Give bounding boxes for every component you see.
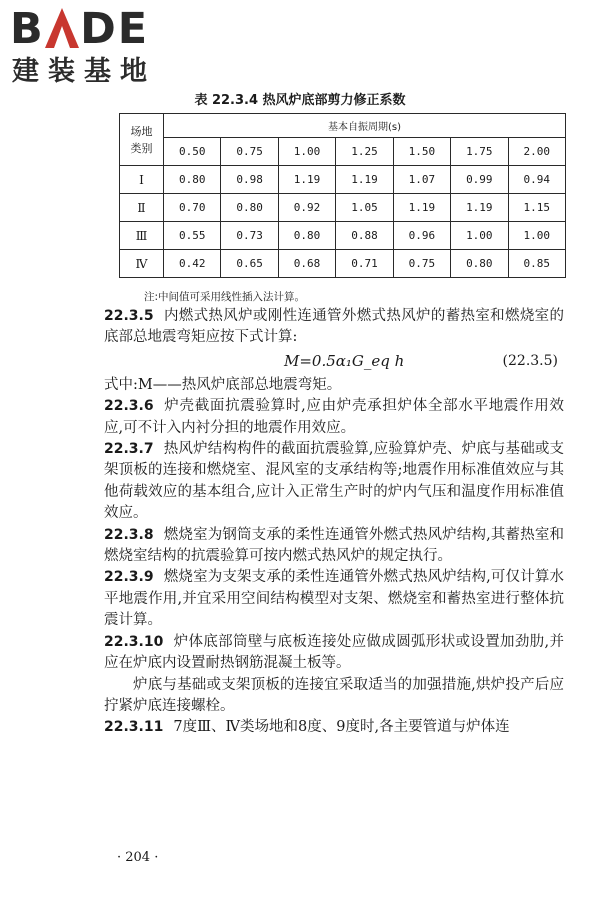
table-title: 表 22.3.4 热风炉底部剪力修正系数 [194, 93, 406, 108]
table-row [120, 166, 566, 194]
table-cell: 1.15 [508, 194, 565, 222]
period-cell: 1.25 [336, 138, 393, 166]
table-cell: 0.80 [278, 222, 335, 250]
logo-a-glyph [45, 4, 80, 54]
section-number: 22.3.7 [104, 441, 154, 458]
table-cell: 1.19 [393, 194, 450, 222]
section-22-3-10: 22.3.10 炉体底部筒壁与底板连接处应做成圆弧形状或设置加劲肋,并应在炉底内设置耐热钢筋混凝土板等。 [104, 633, 564, 672]
table-cell: 0.80 [164, 166, 221, 194]
table-cell: 0.68 [278, 250, 335, 278]
section-22-3-6: 22.3.6 炉壳截面抗震验算时,应由炉壳承担炉体全部水平地震作用效应,可不计入内衬分担的地震作用效应。 [104, 398, 564, 436]
table-cell: 1.00 [508, 222, 565, 250]
table-cell: 1.19 [451, 194, 508, 222]
section-22-3-8: 22.3.8 燃烧室为钢筒支承的柔性连通管外燃式热风炉结构,其蓄热室和燃烧室结构的抗震验算可按内燃式热风炉的规定执行。 [104, 526, 564, 565]
table-cell: 0.99 [451, 166, 508, 194]
section-22-3-11: 22.3.11 7度Ⅲ、Ⅳ类场地和8度、9度时,各主要管道与炉体连 [104, 719, 510, 736]
table-note: 注:中间值可采用线性插入法计算。 [144, 291, 306, 303]
table-cell: 0.71 [336, 250, 393, 278]
section-22-3-10-para2: 炉底与基础或支架顶板的连接宜采取适当的加强措施,烘炉投产后应拧紧炉底连接螺栓。 [104, 676, 564, 714]
table-row [120, 222, 566, 250]
formula-where: 式中:M——热风炉底部总地震弯矩。 [104, 376, 342, 393]
page-number: · 204 · [117, 850, 159, 865]
logo-subtitle: 建装基地 [12, 56, 156, 87]
section-number: 22.3.8 [104, 526, 154, 543]
table-cell: 0.75 [393, 250, 450, 278]
table-cell: 0.73 [221, 222, 278, 250]
row-category: Ⅱ [120, 194, 164, 222]
formula-number: (22.3.5) [502, 352, 558, 369]
table-cell: 0.65 [221, 250, 278, 278]
table-row [120, 250, 566, 278]
table-cell: 0.80 [221, 194, 278, 222]
table-cell: 1.19 [278, 166, 335, 194]
section-number: 22.3.6 [104, 398, 154, 415]
period-cell: 1.75 [451, 138, 508, 166]
row-category: Ⅳ [120, 250, 164, 278]
section-22-3-7: 22.3.7 热风炉结构构件的截面抗震验算,应验算炉壳、炉底与基础或支架顶板的连接和燃烧室、混风室的支承结构等;地震作用标准值效应与其他荷载效应的基本组合,应计入正常生产时的炉内气压和温度作用标准值效应。 [104, 441, 564, 522]
table-cell: 0.96 [393, 222, 450, 250]
table-cell: 1.05 [336, 194, 393, 222]
bade-logo [10, 4, 180, 88]
section-22-3-9: 22.3.9 燃烧室为支架支承的柔性连通管外燃式热风炉结构,可仅计算水平地震作用,并宜采用空间结构模型对支架、燃烧室和蓄热室进行整体抗震计算。 [104, 569, 564, 629]
section-number: 22.3.11 [104, 719, 164, 736]
table-cell: 0.92 [278, 194, 335, 222]
period-cell: 2.00 [508, 138, 565, 166]
body-text [104, 306, 564, 739]
table-cell: 1.00 [451, 222, 508, 250]
period-cell: 0.50 [164, 138, 221, 166]
formula: M=0.5α₁G_eq h [284, 351, 405, 370]
row-category: Ⅲ [120, 222, 164, 250]
table-cell: 1.07 [393, 166, 450, 194]
formula-line [104, 349, 564, 375]
table-row [120, 194, 566, 222]
table-cell: 0.98 [221, 166, 278, 194]
period-cell: 1.00 [278, 138, 335, 166]
section-22-3-5: 22.3.5 内燃式热风炉或刚性连通管外燃式热风炉的蓄热室和燃烧室的底部总地震弯矩应按下式计算: [104, 308, 564, 346]
table-cell: 0.42 [164, 250, 221, 278]
site-category-header: 场地 类别 [120, 114, 164, 166]
logo-wordmark: B DE [10, 4, 150, 54]
section-number: 22.3.10 [104, 633, 164, 650]
period-header: 基本自振周期(s) [164, 114, 566, 138]
section-number: 22.3.5 [104, 308, 154, 324]
table-cell: 0.80 [451, 250, 508, 278]
row-category: Ⅰ [120, 166, 164, 194]
period-cell: 1.50 [393, 138, 450, 166]
shear-coefficient-table [119, 113, 566, 278]
table-cell: 0.70 [164, 194, 221, 222]
period-cell: 0.75 [221, 138, 278, 166]
table-cell: 1.19 [336, 166, 393, 194]
table-cell: 0.85 [508, 250, 565, 278]
table-cell: 0.55 [164, 222, 221, 250]
table-cell: 0.88 [336, 222, 393, 250]
section-number: 22.3.9 [104, 569, 154, 586]
table-cell: 0.94 [508, 166, 565, 194]
